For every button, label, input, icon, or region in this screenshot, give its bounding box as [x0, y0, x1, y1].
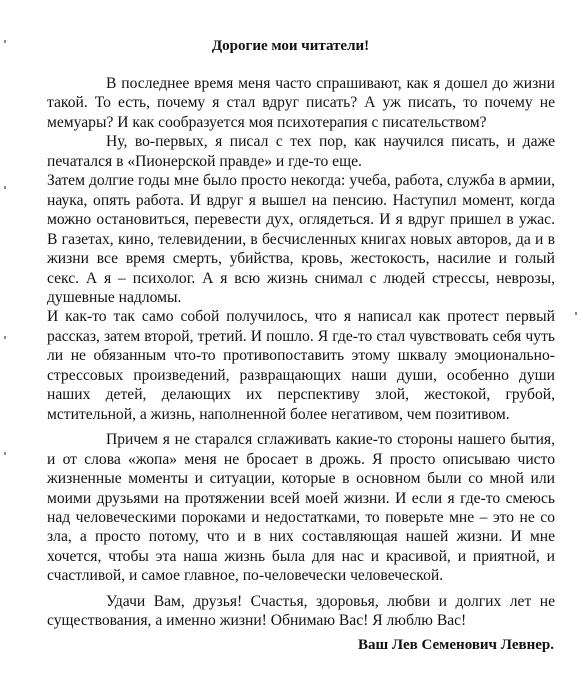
scan-speck [4, 452, 6, 455]
paragraph-life-moments: Причем я не старался сглаживать какие-то стороны нашего бытия, и от слова «жопа» меня не бросает в дрожь. Я просто описываю чисто жизненные моменты и ситуации, которые в основном были со мной или моими друзьями на протяжении всей моей жизни. И если я где-то смеюсь над человеческими пороками и недостатками, то поверьте мне – это не со зла, а просто потому, что и в них составляющая нашей жизни. И мне хочется, чтобы эта наша жизнь была для нас и красивой, и приятной, и счастливой, и самое главное, по-человечески человеческой. [47, 431, 555, 585]
paragraph-retirement: Затем долгие годы мне было просто некогда: учеба, работа, служба в армии, наука, опять работа. И вдруг я вышел на пенсию. Наступил момент, когда можно остановиться, перевести дух, оглядеться. И я вдруг пришел в ужас. В газетах, кино, телевидении, в бесчисленных книгах новых авторов, да и в жизни все время смерть, убийства, кровь, жестокость, насилие и голый секс. А я – психолог. А я всю жизнь снимал с людей стрессы, неврозы, душевные надломы. [47, 172, 555, 306]
paragraph-intro: В последнее время меня часто спрашивают, как я дошел до жизни такой. То есть, почему я стал вдруг писать? А уж писать, то почему не мемуары? И как сообразуется моя психотерапия с писательством? [47, 75, 555, 131]
letter-signature: Ваш Лев Семенович Левнер. [358, 637, 554, 653]
scan-speck [4, 186, 6, 189]
letter-heading: Дорогие мои читатели! [211, 38, 370, 54]
scan-speck [4, 336, 6, 339]
paragraph-first-writing: Ну, во-первых, я писал с тех пор, как научился писать, и даже печатался в «Пионерской правде» и где-то еще. [47, 133, 555, 170]
paragraph-wishes: Удачи Вам, друзья! Счастья, здоровья, любви и долгих лет не существования, а именно жизни! Обнимаю Вас! Я люблю Вас! [47, 592, 555, 630]
scan-speck [575, 312, 577, 315]
paragraph-protest: И как-то так само собой получилось, что я написал как протест первый рассказ, затем второй, третий. И пошло. Я где-то стал чувствовать себя чуть ли не обязанным что-то противопоставить этому шквалу эмоционально-стрессовых произведений, развращающих наши души, особенно души наших детей, делающих их перспективу злой, жестокой, грубой, мстительной, а жизнь, наполненной более негативом, чем позитивом. [47, 308, 555, 423]
letter-body [47, 74, 555, 631]
scan-speck [4, 40, 6, 43]
